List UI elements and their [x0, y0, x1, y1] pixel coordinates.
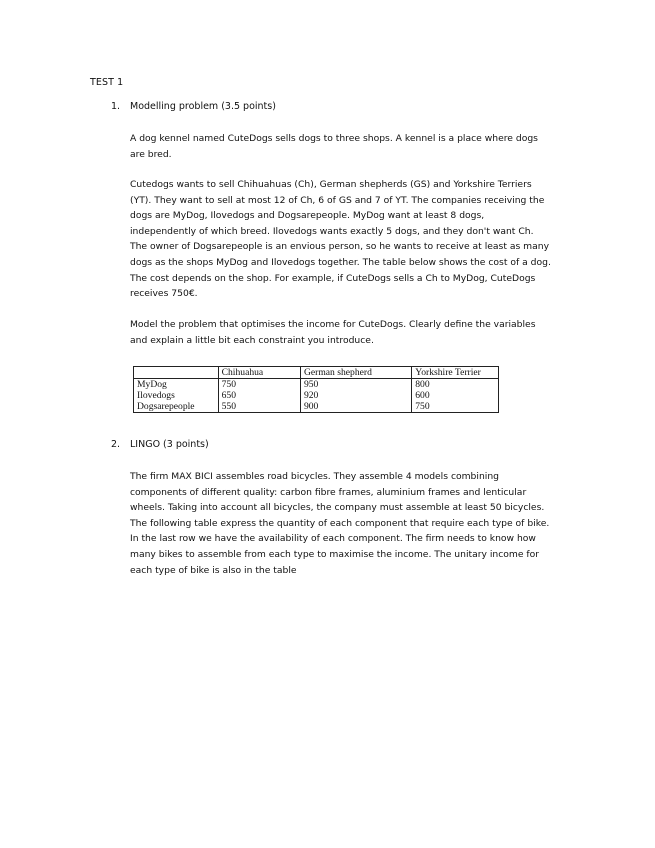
table-row [134, 401, 499, 413]
table-header-row [134, 367, 499, 379]
text-line: many bikes to assemble from each type to maximise the income. The unitary income for [130, 548, 540, 560]
table-cell: 900 [300, 401, 411, 413]
text-line: In the last row we have the availability of each component. The firm needs to know how [130, 533, 536, 545]
table-row [134, 379, 499, 391]
table-cell: 650 [218, 390, 300, 401]
text-line: dogs as the shops MyDog and Ilovedogs together. The table below shows the cost of a dog. [130, 256, 551, 268]
table-cell: 950 [300, 379, 411, 391]
text-line: The cost depends on the shop. For example, if CuteDogs sells a Ch to MyDog, CuteDogs [130, 272, 536, 284]
table-header-cell: Yorkshire Terrier [412, 367, 499, 379]
section-2-paragraph [130, 469, 570, 578]
text-line: dogs are MyDog, Ilovedogs and Dogsarepeople. MyDog want at least 8 dogs, [130, 210, 485, 222]
section-1-task-paragraph [130, 317, 570, 348]
table-header-cell: German shepherd [300, 367, 411, 379]
text-line: independently of which breed. Ilovedogs wants exactly 5 dogs, and they don't want Ch. [130, 225, 534, 237]
text-line: Model the problem that optimises the income for CuteDogs. Clearly define the variables [130, 319, 536, 330]
text-line: The firm MAX BICI assembles road bicycles. They assemble 4 models combining [130, 471, 499, 482]
table-cell: Ilovedogs [134, 390, 219, 401]
table-cell: 600 [412, 390, 499, 401]
text-line: components of different quality: carbon fibre frames, aluminium frames and lenticular [130, 486, 527, 498]
section-1-intro-paragraph [130, 131, 570, 162]
section-2-number: 2. [111, 439, 121, 450]
table-cell: 800 [412, 379, 499, 391]
section-1-problem-paragraph [130, 177, 570, 302]
text-line: The following table express the quantity of each component that require each type of bike. [130, 517, 550, 529]
text-line: wheels. Taking into account all bicycles, the company must assemble at least 50 bicycles. [130, 502, 545, 514]
text-line: receives 750€. [130, 288, 198, 300]
section-2-title: LINGO (3 points) [130, 439, 209, 450]
text-line: Cutedogs wants to sell Chihuahuas (Ch), German shepherds (GS) and Yorkshire Terriers [130, 179, 532, 190]
section-1-number: 1. [111, 101, 121, 112]
test-title: TEST 1 [90, 77, 124, 88]
table-cell: 750 [412, 401, 499, 413]
table-cell: 750 [218, 379, 300, 391]
text-line: A dog kennel named CuteDogs sells dogs to three shops. A kennel is a place where dogs [130, 133, 538, 144]
text-line: are bred. [130, 148, 172, 160]
table-cell: 550 [218, 401, 300, 413]
table-cell: MyDog [134, 379, 219, 391]
section-2-heading [111, 439, 209, 450]
table-header-cell [134, 367, 219, 379]
text-line: and explain a little bit each constraint you introduce. [130, 334, 374, 346]
table-header-cell: Chihuahua [218, 367, 300, 379]
dog-cost-table [133, 366, 499, 413]
text-line: (YT). They want to sell at most 12 of Ch, 6 of GS and 7 of YT. The companies receiving the [130, 194, 545, 206]
table-row [134, 390, 499, 401]
table-cell: Dogsarepeople [134, 401, 219, 413]
section-1-heading [111, 101, 276, 112]
text-line: each type of bike is also in the table [130, 564, 297, 576]
table-cell: 920 [300, 390, 411, 401]
text-line: The owner of Dogsarepeople is an envious person, so he wants to receive at least as many [130, 241, 550, 253]
section-1-title: Modelling problem (3.5 points) [130, 101, 276, 112]
